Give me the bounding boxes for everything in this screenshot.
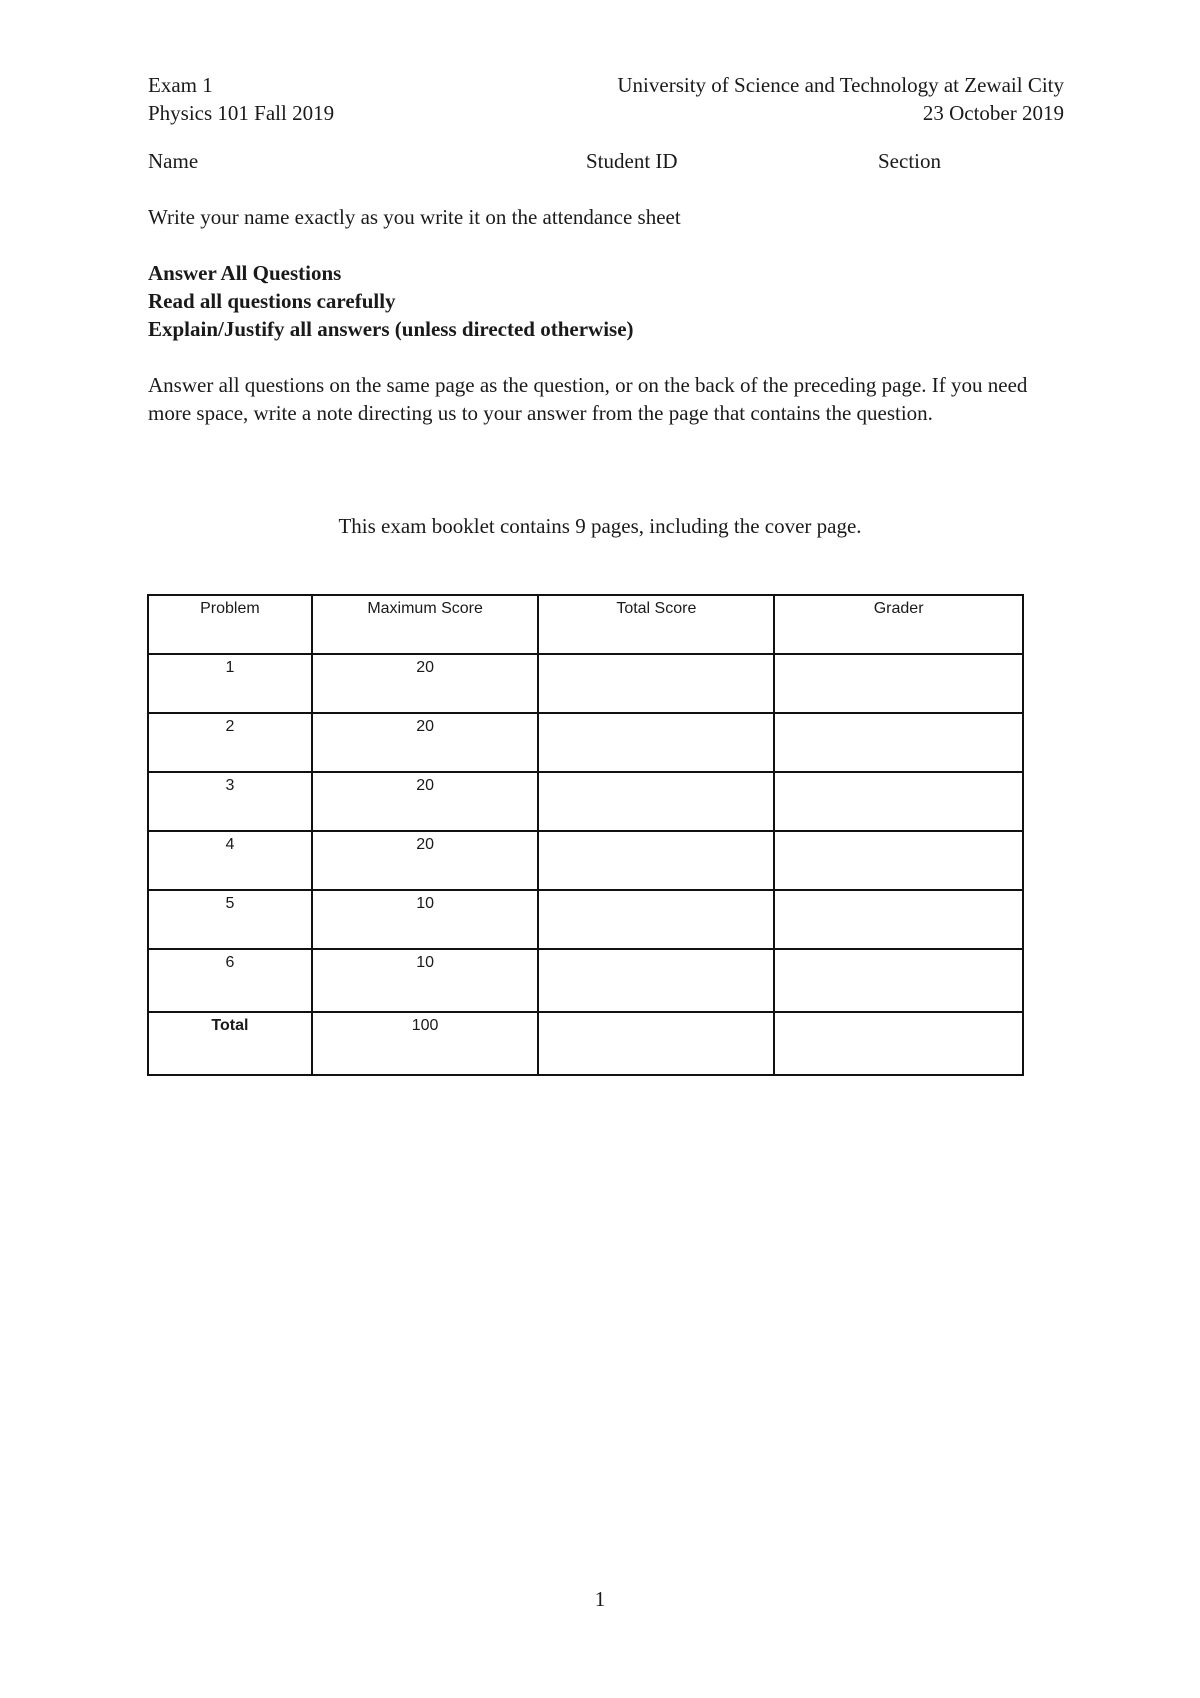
- exam-date: 23 October 2019: [922, 101, 1064, 125]
- grader-cell: [774, 890, 1023, 949]
- grader-cell: [774, 831, 1023, 890]
- max-score-cell: 20: [312, 654, 539, 713]
- university-name: University of Science and Technology at Zewail City: [617, 73, 1064, 97]
- total-score-cell: [538, 713, 774, 772]
- rule-item: Answer All Questions: [148, 261, 342, 285]
- section-field-label: Section: [878, 149, 941, 173]
- rule-item: Explain/Justify all answers (unless directed otherwise): [148, 317, 634, 341]
- total-score-cell: [538, 890, 774, 949]
- total-score-cell: [538, 831, 774, 890]
- name-field-label: Name: [148, 149, 199, 173]
- table-row: [148, 654, 1023, 713]
- booklet-note: This exam booklet contains 9 pages, including the cover page.: [338, 514, 862, 538]
- grader-cell: [774, 713, 1023, 772]
- total-score-cell: [538, 949, 774, 1012]
- table-row: [148, 890, 1023, 949]
- column-header: Maximum Score: [312, 595, 539, 654]
- problem-cell: 1: [148, 654, 312, 713]
- answer-note: Answer all questions on the same page as the question, or on the back of the preceding page. If you need more space, write a note directing us to your answer from the page that contains the question.: [148, 373, 1028, 425]
- problem-cell: 2: [148, 713, 312, 772]
- total-score-cell: [538, 772, 774, 831]
- exam-title: Exam 1: [148, 73, 213, 97]
- column-header: Problem: [148, 595, 312, 654]
- table-total-row: [148, 1012, 1023, 1075]
- table-row: [148, 713, 1023, 772]
- grader-cell: [774, 949, 1023, 1012]
- table-header-row: [148, 595, 1023, 654]
- max-score-cell: 20: [312, 713, 539, 772]
- course-title: Physics 101 Fall 2019: [148, 101, 335, 125]
- problem-cell: 4: [148, 831, 312, 890]
- table-row: [148, 831, 1023, 890]
- problem-cell: Total: [148, 1012, 312, 1075]
- problem-cell: 5: [148, 890, 312, 949]
- student-id-field-label: Student ID: [586, 149, 678, 173]
- rules-list: [148, 259, 634, 343]
- grader-cell: [774, 654, 1023, 713]
- table-row: [148, 949, 1023, 1012]
- header-left: [148, 71, 334, 127]
- grader-cell: [774, 772, 1023, 831]
- score-table: [147, 594, 1024, 1076]
- total-score-cell: [538, 1012, 774, 1075]
- max-score-cell: 20: [312, 831, 539, 890]
- grader-cell: [774, 1012, 1023, 1075]
- table-row: [148, 772, 1023, 831]
- total-score-cell: [538, 654, 774, 713]
- problem-cell: 3: [148, 772, 312, 831]
- max-score-cell: 100: [312, 1012, 539, 1075]
- rule-item: Read all questions carefully: [148, 289, 396, 313]
- max-score-cell: 10: [312, 890, 539, 949]
- max-score-cell: 20: [312, 772, 539, 831]
- column-header: Total Score: [538, 595, 774, 654]
- header-right: [617, 71, 1064, 127]
- name-instruction: Write your name exactly as you write it on the attendance sheet: [148, 205, 681, 229]
- page-number: 1: [594, 1587, 606, 1611]
- max-score-cell: 10: [312, 949, 539, 1012]
- column-header: Grader: [774, 595, 1023, 654]
- problem-cell: 6: [148, 949, 312, 1012]
